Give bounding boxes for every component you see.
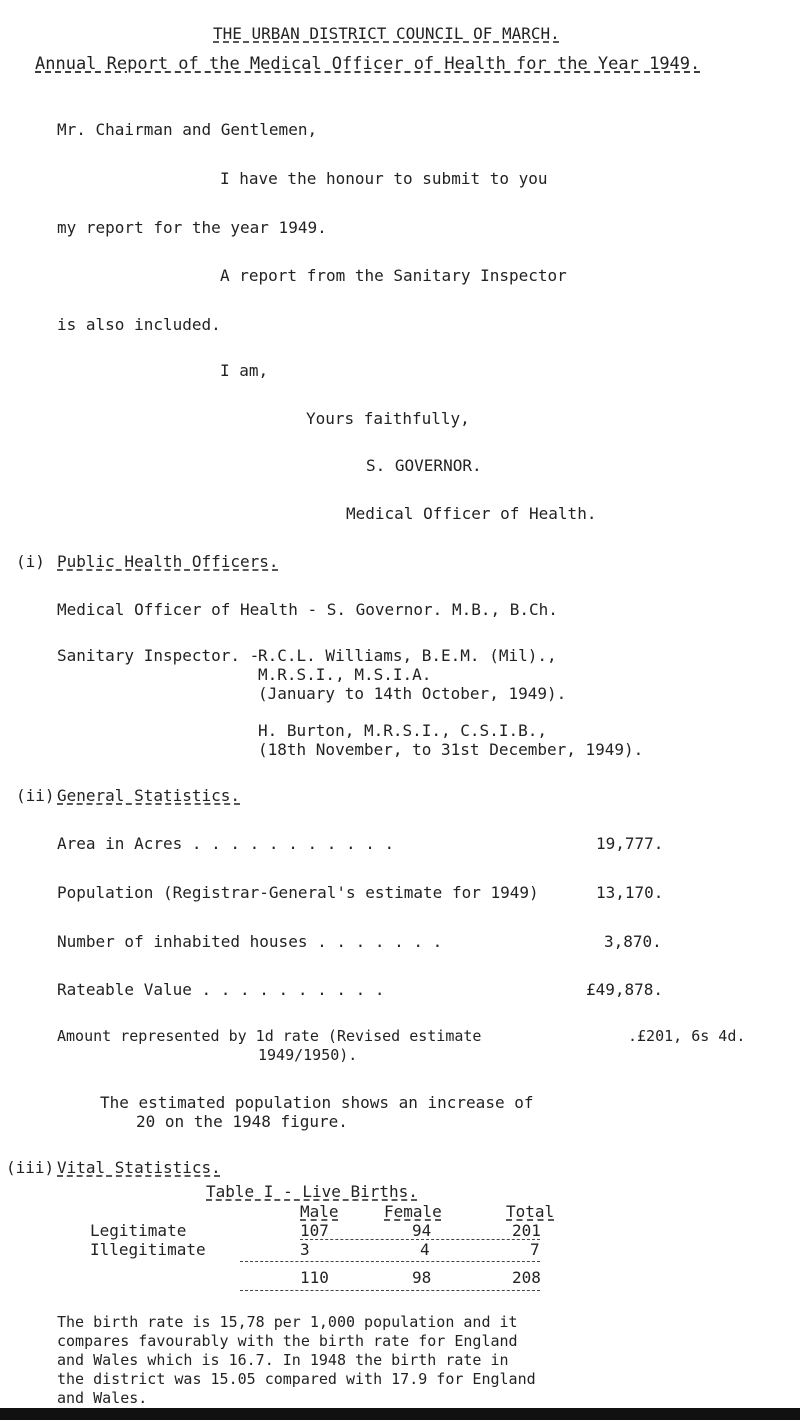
cell-legitimate-female: 94 — [412, 1221, 432, 1240]
letter-paragraph-2-line-1: A report from the Sanitary Inspector — [220, 266, 567, 285]
cell-legitimate-male: 107 — [300, 1221, 329, 1240]
letter-paragraph-1-line-1: I have the honour to submit to you — [220, 169, 548, 188]
letter-closing: I am, — [220, 361, 269, 380]
inspector-1-line-2: M.R.S.I., M.S.I.A. — [258, 665, 432, 684]
cell-illegitimate-female: 4 — [420, 1240, 430, 1259]
section-2-heading: General Statistics. — [57, 786, 241, 805]
total-male: 110 — [300, 1268, 329, 1287]
inspector-2-dates: (18th November, to 31st December, 1949). — [258, 740, 644, 759]
column-header-total: Total — [506, 1202, 555, 1221]
section-3-number: (iii) — [6, 1158, 55, 1177]
stat-value-penny-rate: .£201, 6s 4d. — [628, 1027, 746, 1045]
stat-label-penny-rate: Amount represented by 1d rate (Revised estimate — [57, 1027, 482, 1045]
total-rule-bottom — [240, 1290, 540, 1291]
section-2-number: (ii) — [16, 786, 55, 805]
inspector-1-dates: (January to 14th October, 1949). — [258, 684, 567, 703]
birth-rate-text-line-5: and Wales. — [57, 1389, 148, 1407]
scan-edge-bar — [0, 1408, 800, 1420]
row-label-illegitimate: Illegitimate — [90, 1240, 206, 1259]
section-1-number: (i) — [16, 552, 45, 571]
section-3-heading: Vital Statistics. — [57, 1158, 221, 1177]
column-header-female: Female — [384, 1202, 442, 1221]
inspector-1-line-1: R.C.L. Williams, B.E.M. (Mil)., — [258, 646, 557, 665]
cell-legitimate-total: 201 — [512, 1221, 541, 1240]
report-title: Annual Report of the Medical Officer of Health for the Year 1949. — [35, 54, 701, 74]
cell-illegitimate-total: 7 — [530, 1240, 540, 1259]
signature: S. GOVERNOR. — [366, 456, 482, 475]
total-rule-top — [240, 1261, 540, 1262]
stat-label-houses: Number of inhabited houses . . . . . . . — [57, 932, 443, 951]
letter-paragraph-2-line-2: is also included. — [57, 315, 221, 334]
letter-paragraph-1-line-2: my report for the year 1949. — [57, 218, 327, 237]
sanitary-inspector-label: Sanitary Inspector. - — [57, 646, 260, 665]
birth-rate-text-line-4: the district was 15.05 compared with 17.9 for England — [57, 1370, 536, 1388]
birth-rate-text-line-2: compares favourably with the birth rate for England — [57, 1332, 518, 1350]
medical-officer-line: Medical Officer of Health - S. Governor. M.B., B.Ch. — [57, 600, 558, 619]
total-female: 98 — [412, 1268, 432, 1287]
inspector-2-line-1: H. Burton, M.R.S.I., C.S.I.B., — [258, 721, 547, 740]
stat-value-houses: 3,870. — [604, 932, 662, 951]
stat-label-area: Area in Acres . . . . . . . . . . . — [57, 834, 395, 853]
stat-label-population: Population (Registrar-General's estimate for 1949) — [57, 883, 539, 902]
letter-yours-faithfully: Yours faithfully, — [306, 409, 470, 428]
cell-illegitimate-male: 3 — [300, 1240, 310, 1259]
birth-rate-text-line-1: The birth rate is 15,78 per 1,000 population and it — [57, 1313, 518, 1331]
population-note-line-2: 20 on the 1948 figure. — [136, 1112, 348, 1131]
stat-penny-rate-continued: 1949/1950). — [258, 1046, 358, 1064]
stat-value-population: 13,170. — [596, 883, 664, 902]
stat-value-area: 19,777. — [596, 834, 664, 853]
column-header-male: Male — [300, 1202, 339, 1221]
salutation: Mr. Chairman and Gentlemen, — [57, 120, 318, 139]
population-note-line-1: The estimated population shows an increase of — [100, 1093, 534, 1112]
total-all: 208 — [512, 1268, 541, 1287]
council-title: THE URBAN DISTRICT COUNCIL OF MARCH. — [213, 24, 560, 43]
stat-label-rateable-value: Rateable Value . . . . . . . . . . — [57, 980, 385, 999]
signature-title: Medical Officer of Health. — [346, 504, 597, 523]
row-label-legitimate: Legitimate — [90, 1221, 187, 1240]
section-1-heading: Public Health Officers. — [57, 552, 279, 571]
stat-value-rateable-value: £49,878. — [586, 980, 664, 999]
table-title: Table I - Live Births. — [206, 1182, 418, 1201]
birth-rate-text-line-3: and Wales which is 16.7. In 1948 the birth rate in — [57, 1351, 509, 1369]
